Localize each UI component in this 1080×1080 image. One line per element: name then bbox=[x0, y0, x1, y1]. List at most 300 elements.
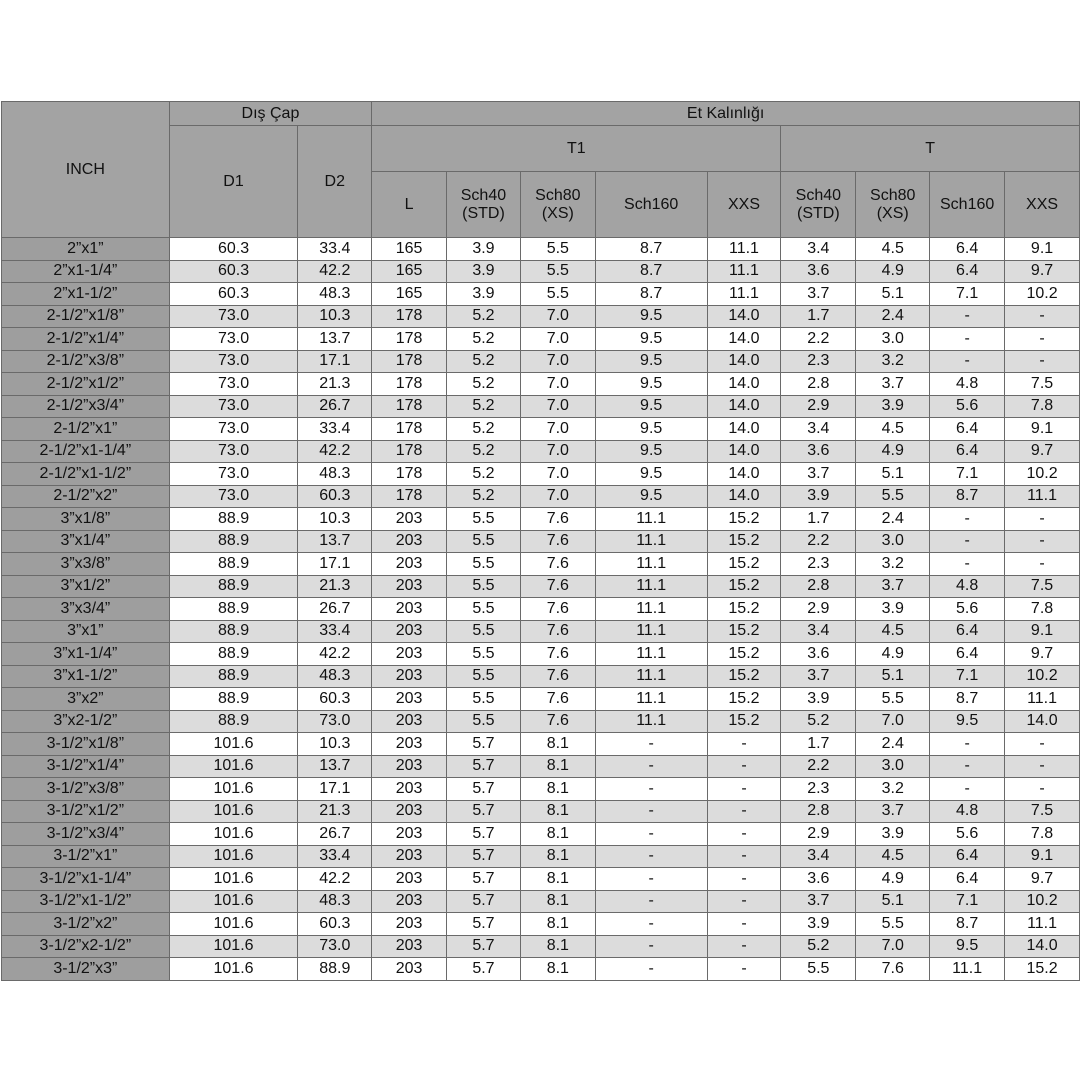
cell-t-sch40: 2.8 bbox=[781, 575, 856, 598]
cell-t-sch40: 3.4 bbox=[781, 418, 856, 441]
cell-d1: 101.6 bbox=[169, 890, 298, 913]
cell-d1: 73.0 bbox=[169, 328, 298, 351]
cell-t1-sch80: 7.6 bbox=[520, 553, 595, 576]
cell-d2: 42.2 bbox=[298, 868, 372, 891]
cell-d1: 60.3 bbox=[169, 238, 298, 261]
cell-d2: 42.2 bbox=[298, 260, 372, 283]
cell-t1-xxs: - bbox=[707, 778, 781, 801]
cell-t1-xxs: 15.2 bbox=[707, 575, 781, 598]
cell-t1-sch160: - bbox=[595, 800, 707, 823]
cell-t-sch160: 6.4 bbox=[930, 260, 1005, 283]
cell-t-xxs: 10.2 bbox=[1005, 665, 1080, 688]
cell-t1-xxs: 15.2 bbox=[707, 643, 781, 666]
cell-t-sch80: 4.9 bbox=[856, 643, 930, 666]
cell-t-xxs: - bbox=[1005, 778, 1080, 801]
cell-t-sch160: 6.4 bbox=[930, 845, 1005, 868]
cell-d1: 88.9 bbox=[169, 575, 298, 598]
cell-t-sch40: 3.6 bbox=[781, 440, 856, 463]
et-kalinligi-header: Et Kalınlığı bbox=[372, 102, 1080, 126]
pipe-reducer-spec-table bbox=[1, 101, 1080, 981]
cell-t-sch80: 3.2 bbox=[856, 350, 930, 373]
cell-t-sch40: 2.9 bbox=[781, 395, 856, 418]
cell-t1-sch80: 7.6 bbox=[520, 530, 595, 553]
cell-t1-sch40: 3.9 bbox=[447, 238, 521, 261]
cell-d2: 17.1 bbox=[298, 778, 372, 801]
cell-t-sch40: 3.9 bbox=[781, 913, 856, 936]
t1-sch80-xs-header: Sch80 (XS) bbox=[520, 172, 595, 238]
table-row bbox=[2, 238, 1080, 261]
cell-inch: 2-1/2”x1/4” bbox=[2, 328, 170, 351]
cell-t1-sch40: 5.7 bbox=[447, 868, 521, 891]
cell-t-sch160: - bbox=[930, 508, 1005, 531]
cell-d2: 21.3 bbox=[298, 575, 372, 598]
table-row bbox=[2, 373, 1080, 396]
cell-t-sch40: 1.7 bbox=[781, 733, 856, 756]
cell-l: 203 bbox=[372, 553, 447, 576]
cell-d1: 101.6 bbox=[169, 868, 298, 891]
cell-d2: 33.4 bbox=[298, 620, 372, 643]
cell-t-xxs: - bbox=[1005, 508, 1080, 531]
cell-t-xxs: 7.8 bbox=[1005, 395, 1080, 418]
cell-d2: 10.3 bbox=[298, 305, 372, 328]
cell-t-sch160: 6.4 bbox=[930, 868, 1005, 891]
cell-t1-sch80: 7.0 bbox=[520, 373, 595, 396]
cell-t1-xxs: 15.2 bbox=[707, 688, 781, 711]
cell-t1-sch80: 8.1 bbox=[520, 755, 595, 778]
cell-t1-sch40: 5.2 bbox=[447, 350, 521, 373]
t-sch40-std-header: Sch40 (STD) bbox=[781, 172, 856, 238]
cell-t1-xxs: 15.2 bbox=[707, 598, 781, 621]
cell-t-sch80: 4.5 bbox=[856, 845, 930, 868]
cell-t1-sch40: 5.5 bbox=[447, 620, 521, 643]
cell-t-sch40: 3.7 bbox=[781, 463, 856, 486]
cell-t1-sch160: 9.5 bbox=[595, 463, 707, 486]
cell-t1-sch160: 9.5 bbox=[595, 305, 707, 328]
cell-t1-sch160: 11.1 bbox=[595, 688, 707, 711]
cell-t-sch40: 2.8 bbox=[781, 800, 856, 823]
cell-t1-sch80: 8.1 bbox=[520, 800, 595, 823]
cell-t1-sch40: 5.7 bbox=[447, 890, 521, 913]
cell-l: 178 bbox=[372, 350, 447, 373]
table-row bbox=[2, 823, 1080, 846]
cell-inch: 2”x1” bbox=[2, 238, 170, 261]
d1-header: D1 bbox=[169, 126, 298, 238]
cell-t-sch40: 3.6 bbox=[781, 260, 856, 283]
cell-l: 178 bbox=[372, 463, 447, 486]
cell-t1-sch160: - bbox=[595, 890, 707, 913]
table-row bbox=[2, 350, 1080, 373]
cell-d1: 88.9 bbox=[169, 710, 298, 733]
cell-t-xxs: 11.1 bbox=[1005, 913, 1080, 936]
cell-t-sch80: 2.4 bbox=[856, 508, 930, 531]
cell-t1-sch80: 5.5 bbox=[520, 238, 595, 261]
cell-t1-sch160: - bbox=[595, 935, 707, 958]
cell-t-sch160: 9.5 bbox=[930, 935, 1005, 958]
t1-sch40-std-header: Sch40 (STD) bbox=[447, 172, 521, 238]
cell-inch: 3”x1/4” bbox=[2, 530, 170, 553]
cell-t1-sch40: 5.2 bbox=[447, 463, 521, 486]
cell-d1: 101.6 bbox=[169, 958, 298, 981]
cell-inch: 3-1/2”x2-1/2” bbox=[2, 935, 170, 958]
table-row bbox=[2, 530, 1080, 553]
cell-t1-sch160: - bbox=[595, 913, 707, 936]
cell-t-xxs: 15.2 bbox=[1005, 958, 1080, 981]
cell-t1-sch80: 8.1 bbox=[520, 845, 595, 868]
cell-d1: 88.9 bbox=[169, 553, 298, 576]
cell-t-xxs: 14.0 bbox=[1005, 710, 1080, 733]
cell-t-xxs: 9.1 bbox=[1005, 620, 1080, 643]
cell-t1-sch40: 5.5 bbox=[447, 688, 521, 711]
cell-t1-sch40: 5.2 bbox=[447, 373, 521, 396]
cell-t-xxs: - bbox=[1005, 733, 1080, 756]
cell-l: 178 bbox=[372, 305, 447, 328]
cell-l: 203 bbox=[372, 643, 447, 666]
cell-d1: 88.9 bbox=[169, 643, 298, 666]
cell-t-sch160: 7.1 bbox=[930, 890, 1005, 913]
cell-t-sch80: 4.9 bbox=[856, 868, 930, 891]
cell-t-sch40: 3.7 bbox=[781, 665, 856, 688]
cell-l: 203 bbox=[372, 575, 447, 598]
table-row bbox=[2, 710, 1080, 733]
table-row bbox=[2, 665, 1080, 688]
cell-d1: 73.0 bbox=[169, 305, 298, 328]
cell-t1-sch160: 9.5 bbox=[595, 485, 707, 508]
cell-t1-sch80: 7.6 bbox=[520, 575, 595, 598]
cell-d2: 33.4 bbox=[298, 238, 372, 261]
cell-inch: 3”x3/8” bbox=[2, 553, 170, 576]
cell-t-sch80: 3.9 bbox=[856, 823, 930, 846]
cell-t1-sch160: 9.5 bbox=[595, 440, 707, 463]
cell-d1: 88.9 bbox=[169, 530, 298, 553]
cell-t-xxs: - bbox=[1005, 328, 1080, 351]
cell-t1-sch80: 7.6 bbox=[520, 508, 595, 531]
table-row bbox=[2, 328, 1080, 351]
cell-t1-xxs: 14.0 bbox=[707, 418, 781, 441]
cell-t-sch80: 3.7 bbox=[856, 575, 930, 598]
cell-t-xxs: 7.8 bbox=[1005, 823, 1080, 846]
cell-l: 203 bbox=[372, 710, 447, 733]
table-row bbox=[2, 620, 1080, 643]
cell-t1-sch40: 5.2 bbox=[447, 305, 521, 328]
cell-inch: 3-1/2”x2” bbox=[2, 913, 170, 936]
cell-t-xxs: 10.2 bbox=[1005, 283, 1080, 306]
cell-t1-sch40: 3.9 bbox=[447, 260, 521, 283]
cell-t-sch160: 4.8 bbox=[930, 575, 1005, 598]
cell-t1-xxs: 11.1 bbox=[707, 260, 781, 283]
cell-t-xxs: - bbox=[1005, 755, 1080, 778]
cell-t-sch80: 3.7 bbox=[856, 373, 930, 396]
cell-d2: 60.3 bbox=[298, 688, 372, 711]
cell-t1-sch160: 8.7 bbox=[595, 260, 707, 283]
cell-d1: 73.0 bbox=[169, 463, 298, 486]
cell-t1-xxs: 14.0 bbox=[707, 440, 781, 463]
cell-t1-xxs: 14.0 bbox=[707, 463, 781, 486]
cell-t-sch80: 4.5 bbox=[856, 238, 930, 261]
cell-t-sch160: - bbox=[930, 530, 1005, 553]
cell-inch: 3”x3/4” bbox=[2, 598, 170, 621]
cell-t1-sch80: 8.1 bbox=[520, 890, 595, 913]
cell-t1-sch160: 9.5 bbox=[595, 395, 707, 418]
cell-d2: 73.0 bbox=[298, 710, 372, 733]
cell-t-sch160: 8.7 bbox=[930, 688, 1005, 711]
cell-t-sch160: 11.1 bbox=[930, 958, 1005, 981]
cell-t-sch80: 3.9 bbox=[856, 598, 930, 621]
table-row bbox=[2, 935, 1080, 958]
cell-t1-sch80: 7.0 bbox=[520, 395, 595, 418]
cell-t-sch40: 3.7 bbox=[781, 890, 856, 913]
cell-t1-xxs: - bbox=[707, 868, 781, 891]
cell-t1-xxs: 14.0 bbox=[707, 373, 781, 396]
cell-inch: 2-1/2”x1” bbox=[2, 418, 170, 441]
cell-inch: 3”x2” bbox=[2, 688, 170, 711]
cell-t-xxs: 9.7 bbox=[1005, 868, 1080, 891]
cell-inch: 2-1/2”x3/4” bbox=[2, 395, 170, 418]
cell-d1: 101.6 bbox=[169, 913, 298, 936]
cell-t-xxs: - bbox=[1005, 553, 1080, 576]
cell-d2: 42.2 bbox=[298, 440, 372, 463]
cell-d2: 26.7 bbox=[298, 823, 372, 846]
cell-inch: 3-1/2”x1-1/4” bbox=[2, 868, 170, 891]
table-row bbox=[2, 440, 1080, 463]
cell-t1-sch80: 8.1 bbox=[520, 778, 595, 801]
cell-t1-sch160: 9.5 bbox=[595, 328, 707, 351]
cell-t-sch160: 7.1 bbox=[930, 283, 1005, 306]
cell-inch: 3-1/2”x3” bbox=[2, 958, 170, 981]
cell-d1: 88.9 bbox=[169, 665, 298, 688]
cell-d2: 48.3 bbox=[298, 890, 372, 913]
cell-t-sch160: 6.4 bbox=[930, 418, 1005, 441]
cell-t-sch160: 5.6 bbox=[930, 823, 1005, 846]
cell-inch: 3-1/2”x1/2” bbox=[2, 800, 170, 823]
table-row bbox=[2, 553, 1080, 576]
cell-t-sch160: 8.7 bbox=[930, 485, 1005, 508]
cell-t-xxs: 14.0 bbox=[1005, 935, 1080, 958]
cell-t1-sch160: 11.1 bbox=[595, 553, 707, 576]
table-row bbox=[2, 845, 1080, 868]
cell-d2: 13.7 bbox=[298, 755, 372, 778]
cell-t1-sch40: 5.5 bbox=[447, 530, 521, 553]
cell-t1-sch160: 11.1 bbox=[595, 620, 707, 643]
cell-l: 165 bbox=[372, 283, 447, 306]
cell-t-sch40: 2.3 bbox=[781, 350, 856, 373]
cell-d2: 13.7 bbox=[298, 530, 372, 553]
cell-d1: 73.0 bbox=[169, 485, 298, 508]
cell-d2: 21.3 bbox=[298, 373, 372, 396]
cell-t1-xxs: 15.2 bbox=[707, 530, 781, 553]
cell-t-sch160: - bbox=[930, 305, 1005, 328]
cell-l: 203 bbox=[372, 800, 447, 823]
cell-t-sch40: 5.2 bbox=[781, 710, 856, 733]
cell-t1-sch160: - bbox=[595, 845, 707, 868]
t-xxs-header: XXS bbox=[1005, 172, 1080, 238]
cell-inch: 3-1/2”x1” bbox=[2, 845, 170, 868]
cell-t1-sch80: 7.0 bbox=[520, 485, 595, 508]
cell-t1-sch160: 11.1 bbox=[595, 665, 707, 688]
cell-t-sch80: 5.1 bbox=[856, 283, 930, 306]
cell-t1-sch40: 5.7 bbox=[447, 958, 521, 981]
cell-t-sch160: - bbox=[930, 733, 1005, 756]
cell-t1-sch80: 7.6 bbox=[520, 620, 595, 643]
cell-t1-xxs: 11.1 bbox=[707, 238, 781, 261]
cell-l: 203 bbox=[372, 508, 447, 531]
cell-t-sch160: 6.4 bbox=[930, 643, 1005, 666]
cell-t-sch80: 3.2 bbox=[856, 553, 930, 576]
cell-t1-sch160: 9.5 bbox=[595, 373, 707, 396]
cell-t1-xxs: - bbox=[707, 890, 781, 913]
cell-t1-sch80: 5.5 bbox=[520, 283, 595, 306]
cell-t1-sch80: 7.6 bbox=[520, 643, 595, 666]
cell-d2: 33.4 bbox=[298, 845, 372, 868]
cell-d1: 101.6 bbox=[169, 800, 298, 823]
cell-t1-sch40: 5.5 bbox=[447, 710, 521, 733]
cell-t-sch80: 4.5 bbox=[856, 620, 930, 643]
cell-t-sch80: 7.6 bbox=[856, 958, 930, 981]
cell-d2: 17.1 bbox=[298, 350, 372, 373]
cell-t-sch160: - bbox=[930, 553, 1005, 576]
cell-d1: 73.0 bbox=[169, 418, 298, 441]
cell-d2: 60.3 bbox=[298, 913, 372, 936]
cell-t1-sch160: 11.1 bbox=[595, 530, 707, 553]
d2-header: D2 bbox=[298, 126, 372, 238]
cell-t1-sch80: 8.1 bbox=[520, 958, 595, 981]
cell-t1-sch40: 5.5 bbox=[447, 665, 521, 688]
cell-t-sch80: 7.0 bbox=[856, 935, 930, 958]
cell-inch: 3-1/2”x3/4” bbox=[2, 823, 170, 846]
cell-l: 165 bbox=[372, 260, 447, 283]
cell-l: 203 bbox=[372, 890, 447, 913]
cell-d2: 17.1 bbox=[298, 553, 372, 576]
cell-d2: 21.3 bbox=[298, 800, 372, 823]
t-sch160-header: Sch160 bbox=[930, 172, 1005, 238]
cell-l: 178 bbox=[372, 485, 447, 508]
cell-t-sch40: 2.3 bbox=[781, 778, 856, 801]
cell-t1-sch160: 8.7 bbox=[595, 238, 707, 261]
cell-t-sch80: 3.0 bbox=[856, 530, 930, 553]
cell-d2: 48.3 bbox=[298, 463, 372, 486]
cell-t1-sch40: 5.5 bbox=[447, 598, 521, 621]
cell-inch: 3-1/2”x3/8” bbox=[2, 778, 170, 801]
cell-t-sch80: 3.7 bbox=[856, 800, 930, 823]
cell-d2: 10.3 bbox=[298, 733, 372, 756]
cell-t-sch160: 6.4 bbox=[930, 440, 1005, 463]
cell-t-sch40: 3.6 bbox=[781, 643, 856, 666]
cell-t1-xxs: - bbox=[707, 733, 781, 756]
cell-t-sch40: 5.2 bbox=[781, 935, 856, 958]
cell-d1: 101.6 bbox=[169, 778, 298, 801]
spec-table-body bbox=[2, 238, 1080, 981]
cell-t1-xxs: 15.2 bbox=[707, 620, 781, 643]
cell-t-sch40: 2.2 bbox=[781, 530, 856, 553]
cell-t-xxs: 9.1 bbox=[1005, 418, 1080, 441]
cell-t1-sch160: - bbox=[595, 755, 707, 778]
t1-xxs-header: XXS bbox=[707, 172, 781, 238]
cell-t1-xxs: - bbox=[707, 800, 781, 823]
cell-d2: 73.0 bbox=[298, 935, 372, 958]
cell-t-sch80: 3.9 bbox=[856, 395, 930, 418]
cell-t1-sch80: 7.6 bbox=[520, 688, 595, 711]
cell-t-sch80: 2.4 bbox=[856, 305, 930, 328]
table-row bbox=[2, 485, 1080, 508]
cell-t-sch40: 2.2 bbox=[781, 755, 856, 778]
table-row bbox=[2, 890, 1080, 913]
cell-t1-xxs: - bbox=[707, 913, 781, 936]
cell-t-sch40: 5.5 bbox=[781, 958, 856, 981]
cell-d1: 88.9 bbox=[169, 508, 298, 531]
cell-t-xxs: 10.2 bbox=[1005, 463, 1080, 486]
cell-t-sch160: 6.4 bbox=[930, 238, 1005, 261]
cell-inch: 2-1/2”x3/8” bbox=[2, 350, 170, 373]
t-sch80-xs-header: Sch80 (XS) bbox=[856, 172, 930, 238]
cell-t-sch160: - bbox=[930, 778, 1005, 801]
cell-t-xxs: - bbox=[1005, 530, 1080, 553]
cell-t1-xxs: - bbox=[707, 823, 781, 846]
cell-t1-sch160: 11.1 bbox=[595, 710, 707, 733]
cell-t1-sch40: 5.7 bbox=[447, 755, 521, 778]
cell-t1-sch160: 11.1 bbox=[595, 575, 707, 598]
cell-d2: 26.7 bbox=[298, 395, 372, 418]
cell-l: 203 bbox=[372, 935, 447, 958]
cell-t1-xxs: - bbox=[707, 845, 781, 868]
cell-inch: 3”x1/8” bbox=[2, 508, 170, 531]
cell-t1-xxs: 14.0 bbox=[707, 328, 781, 351]
cell-t1-xxs: 14.0 bbox=[707, 395, 781, 418]
cell-d2: 48.3 bbox=[298, 283, 372, 306]
table-row bbox=[2, 688, 1080, 711]
cell-t-sch80: 5.1 bbox=[856, 463, 930, 486]
t-header: T bbox=[781, 126, 1080, 172]
table-row bbox=[2, 778, 1080, 801]
cell-t1-sch40: 3.9 bbox=[447, 283, 521, 306]
cell-t-sch160: 9.5 bbox=[930, 710, 1005, 733]
table-row bbox=[2, 958, 1080, 981]
table-row bbox=[2, 418, 1080, 441]
cell-t-xxs: - bbox=[1005, 305, 1080, 328]
cell-t1-sch80: 8.1 bbox=[520, 868, 595, 891]
cell-t1-sch80: 8.1 bbox=[520, 913, 595, 936]
cell-t1-xxs: 11.1 bbox=[707, 283, 781, 306]
cell-inch: 2”x1-1/2” bbox=[2, 283, 170, 306]
cell-t-sch160: 5.6 bbox=[930, 598, 1005, 621]
cell-inch: 2-1/2”x2” bbox=[2, 485, 170, 508]
cell-t-sch80: 3.0 bbox=[856, 328, 930, 351]
cell-t-sch40: 3.4 bbox=[781, 845, 856, 868]
cell-d2: 13.7 bbox=[298, 328, 372, 351]
cell-t-sch80: 5.5 bbox=[856, 485, 930, 508]
cell-t1-sch80: 7.0 bbox=[520, 328, 595, 351]
cell-d1: 73.0 bbox=[169, 440, 298, 463]
cell-d2: 42.2 bbox=[298, 643, 372, 666]
cell-t1-sch40: 5.7 bbox=[447, 733, 521, 756]
cell-t-sch160: 8.7 bbox=[930, 913, 1005, 936]
cell-d1: 88.9 bbox=[169, 688, 298, 711]
cell-t-sch80: 3.0 bbox=[856, 755, 930, 778]
cell-d2: 26.7 bbox=[298, 598, 372, 621]
cell-t-xxs: 9.7 bbox=[1005, 440, 1080, 463]
cell-t1-sch40: 5.2 bbox=[447, 485, 521, 508]
cell-t-sch80: 2.4 bbox=[856, 733, 930, 756]
cell-t-sch40: 3.6 bbox=[781, 868, 856, 891]
cell-t1-sch80: 8.1 bbox=[520, 733, 595, 756]
cell-t1-sch80: 8.1 bbox=[520, 935, 595, 958]
cell-l: 203 bbox=[372, 665, 447, 688]
cell-d2: 33.4 bbox=[298, 418, 372, 441]
table-row bbox=[2, 508, 1080, 531]
cell-t1-sch40: 5.2 bbox=[447, 440, 521, 463]
cell-d1: 101.6 bbox=[169, 935, 298, 958]
cell-inch: 2-1/2”x1/8” bbox=[2, 305, 170, 328]
cell-inch: 2”x1-1/4” bbox=[2, 260, 170, 283]
cell-t-sch80: 5.5 bbox=[856, 913, 930, 936]
